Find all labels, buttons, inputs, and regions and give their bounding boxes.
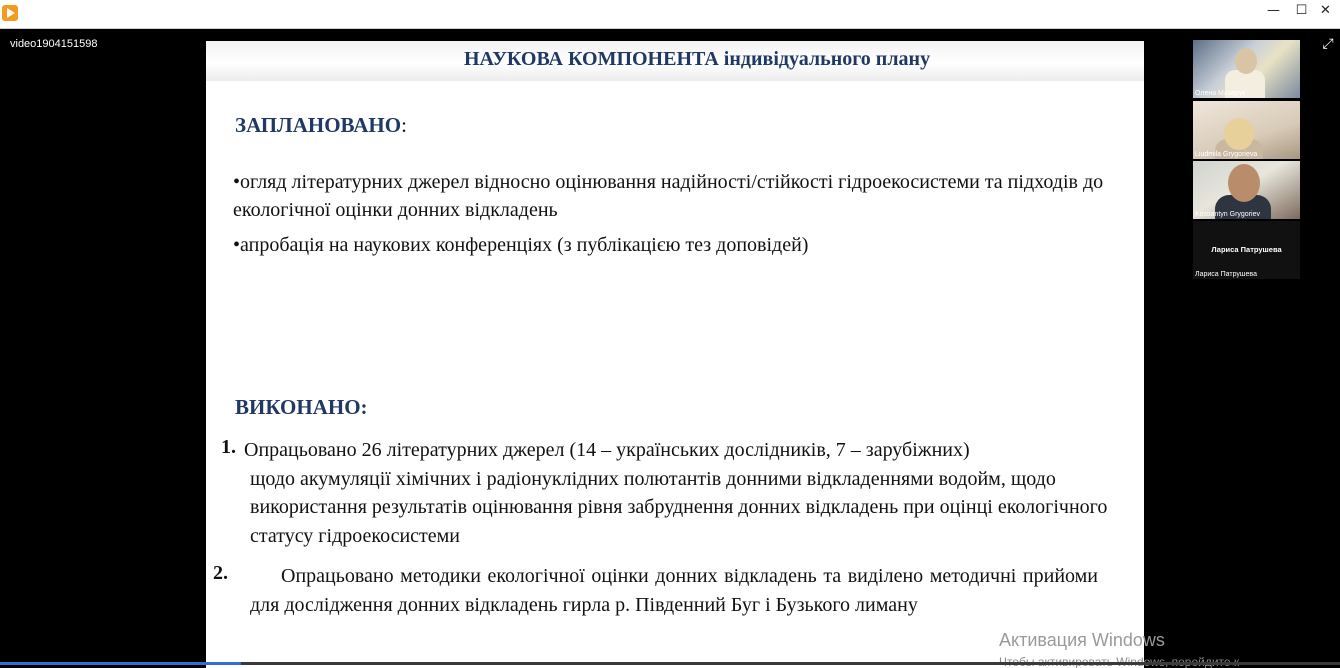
done-item-number: 1.	[221, 436, 236, 458]
participant-video-tile[interactable]	[1193, 101, 1300, 159]
participant-name: Liudmila Grygorieva	[1195, 151, 1258, 158]
close-button[interactable]: ✕	[1320, 3, 1331, 18]
slide-title: НАУКОВА КОМПОНЕНТА індивідуального плану	[464, 48, 931, 70]
planned-item: •апробація на наукових конференціях (з публікацією тез доповідей)	[233, 234, 809, 256]
participant-video-frame	[1224, 118, 1254, 150]
planned-heading-text: ЗАПЛАНОВАНО	[235, 113, 402, 137]
video-player[interactable]	[0, 29, 1340, 668]
planned-item: •огляд літературних джерел відносно оцінювання надійності/стійкості гідроекосистеми та підходів до екологічної оцінки донних відкладень	[233, 171, 1104, 221]
participant-video-tile[interactable]	[1193, 40, 1300, 98]
participant-video-frame	[1228, 164, 1260, 202]
seek-bar-progress	[0, 662, 241, 665]
slide-header	[206, 41, 1144, 81]
planned-heading-colon: :	[401, 113, 407, 137]
minimize-button[interactable]: —	[1267, 3, 1280, 18]
done-item: Опрацьовано методики екологічної оцінки донних відкладень та виділено методичні прийоми для дослідження донних відкладень гирла р. Південний Буг і Бузького лиману	[250, 565, 1098, 616]
participant-name: Kostiantyn Grygoriev	[1195, 211, 1260, 218]
participant-name: Олена Мазарук	[1195, 90, 1246, 97]
done-item	[244, 436, 1124, 550]
title-bar	[0, 0, 1340, 29]
participant-video-tile[interactable]	[1193, 161, 1300, 219]
media-player-icon	[2, 5, 18, 21]
done-item-continuation: щодо акумуляції хімічних і радіонуклідних полютантів донними відкладеннями водойм, щодо використання результатів оцінювання рівня забруднення донних відкладень при оцінці екологічного статусу гідроекосистеми	[250, 467, 1108, 547]
maximize-button[interactable]: ☐	[1295, 3, 1308, 18]
participant-name: Лариса Патрушева	[1195, 271, 1257, 278]
done-heading: ВИКОНАНО:	[235, 395, 368, 419]
presentation-slide	[206, 41, 1144, 668]
seek-bar[interactable]	[0, 662, 1340, 665]
done-item-number: 2.	[213, 562, 228, 584]
participant-video-frame	[1235, 48, 1257, 74]
done-item-first-line: Опрацьовано 26 літературних джерел (14 – українських дослідників, 7 – зарубіжних)	[244, 439, 970, 461]
participant-video-tile[interactable]	[1193, 221, 1300, 279]
expand-icon[interactable]: ⤢	[1322, 36, 1334, 52]
participant-center-name: Лариса Патрушева	[1211, 245, 1282, 254]
activation-watermark-title: Активация Windows	[999, 630, 1165, 650]
video-file-name: video1904151598	[10, 38, 98, 50]
planned-heading	[235, 113, 407, 138]
